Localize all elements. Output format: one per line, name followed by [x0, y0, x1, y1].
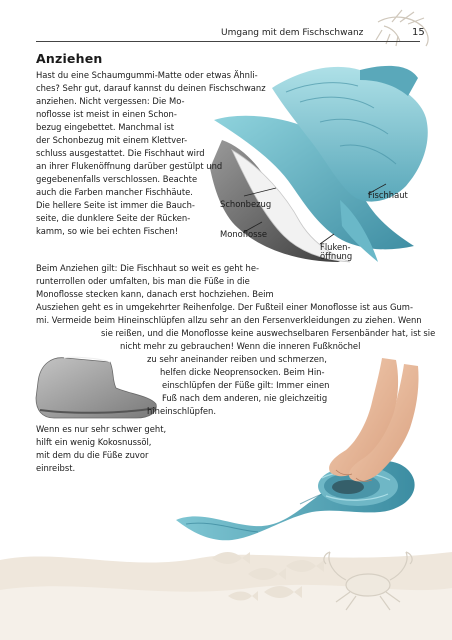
text-line: runterrollen oder umfalten, bis man die Füße in die: [36, 276, 250, 286]
section-heading: Anziehen: [36, 51, 103, 66]
text-line: einschlüpfen der Füße gilt: Immer einen: [162, 380, 330, 390]
label-line: öffnung: [320, 251, 353, 261]
text-line: einreibst.: [36, 463, 76, 473]
neoprene-sock: [36, 357, 156, 418]
text-line: an ihrer Flukenöffnung darüber gestülpt und: [36, 161, 223, 171]
text-line: der Schonbezug mit einem Klettver-: [36, 135, 188, 145]
label-schonbezug: Schonbezug: [220, 199, 272, 209]
text-line: seite, die dunklere Seite der Rücken-: [36, 213, 191, 223]
text-line: Monoflosse stecken kann, danach erst hochziehen. Beim: [36, 289, 274, 299]
text-line: Fuß nach dem anderen, nie gleichzeitig: [162, 393, 328, 403]
label-flukenoeffnung: [320, 243, 352, 261]
text-line: nicht mehr zu gebrauchen! Wenn die inneren Fußknöchel: [120, 341, 361, 351]
running-header: Umgang mit dem Fischschwanz: [221, 28, 364, 38]
text-line: Wenn es nur sehr schwer geht,: [36, 424, 167, 434]
text-line: Hast du eine Schaumgummi-Matte oder etwas Ähnli-: [36, 70, 258, 80]
label-line: Fluken-: [320, 242, 351, 252]
text-line: noflosse ist meist in einen Schon-: [36, 109, 177, 119]
text-line: sie reißen, und die Monoflosse keine auswechselbaren Fersenbänder hat, ist sie: [101, 328, 436, 338]
text-line: kamm, so wie bei echten Fischen!: [36, 226, 179, 236]
text-line: zu sehr aneinander reiben und schmerzen,: [147, 354, 327, 364]
text-line: Die hellere Seite ist immer die Bauch-: [36, 200, 195, 210]
text-line: ches? Sehr gut, darauf kannst du deinen Fischschwanz: [36, 83, 266, 93]
page-number: 15: [412, 27, 425, 38]
text-line: schluss ausgestattet. Die Fischhaut wird: [36, 148, 205, 158]
text-line: bezug eingebettet. Manchmal ist: [36, 122, 175, 132]
text-line: mi. Vermeide beim Hineinschlüpfen allzu sehr an den Fersenverkleidungen zu ziehen. Wenn: [36, 315, 422, 325]
feet: [329, 358, 418, 481]
label-fischhaut: Fischhaut: [368, 190, 408, 200]
text-line: hineinschlüpfen.: [147, 406, 217, 416]
text-line: Beim Anziehen gilt: Die Fischhaut so weit es geht he-: [36, 263, 260, 273]
text-line: mit dem du die Füße zuvor: [36, 450, 149, 460]
text-line: Ausziehen geht es in umgekehrter Reihenfolge. Der Fußteil einer Monoflosse ist aus Gum-: [36, 302, 413, 312]
text-line: gegebenenfalls verschlossen. Beachte: [36, 174, 198, 184]
text-line: helfen dicke Neoprensocken. Beim Hin-: [160, 367, 325, 377]
text-line: auch die Farben mancher Fischhäute.: [36, 187, 193, 197]
label-monoflosse: Monoflosse: [220, 229, 268, 239]
header-rule: [36, 41, 420, 42]
text-line: hilft ein wenig Kokosnussöl,: [36, 437, 152, 447]
text-line: anziehen. Nicht vergessen: Die Mo-: [36, 96, 185, 106]
